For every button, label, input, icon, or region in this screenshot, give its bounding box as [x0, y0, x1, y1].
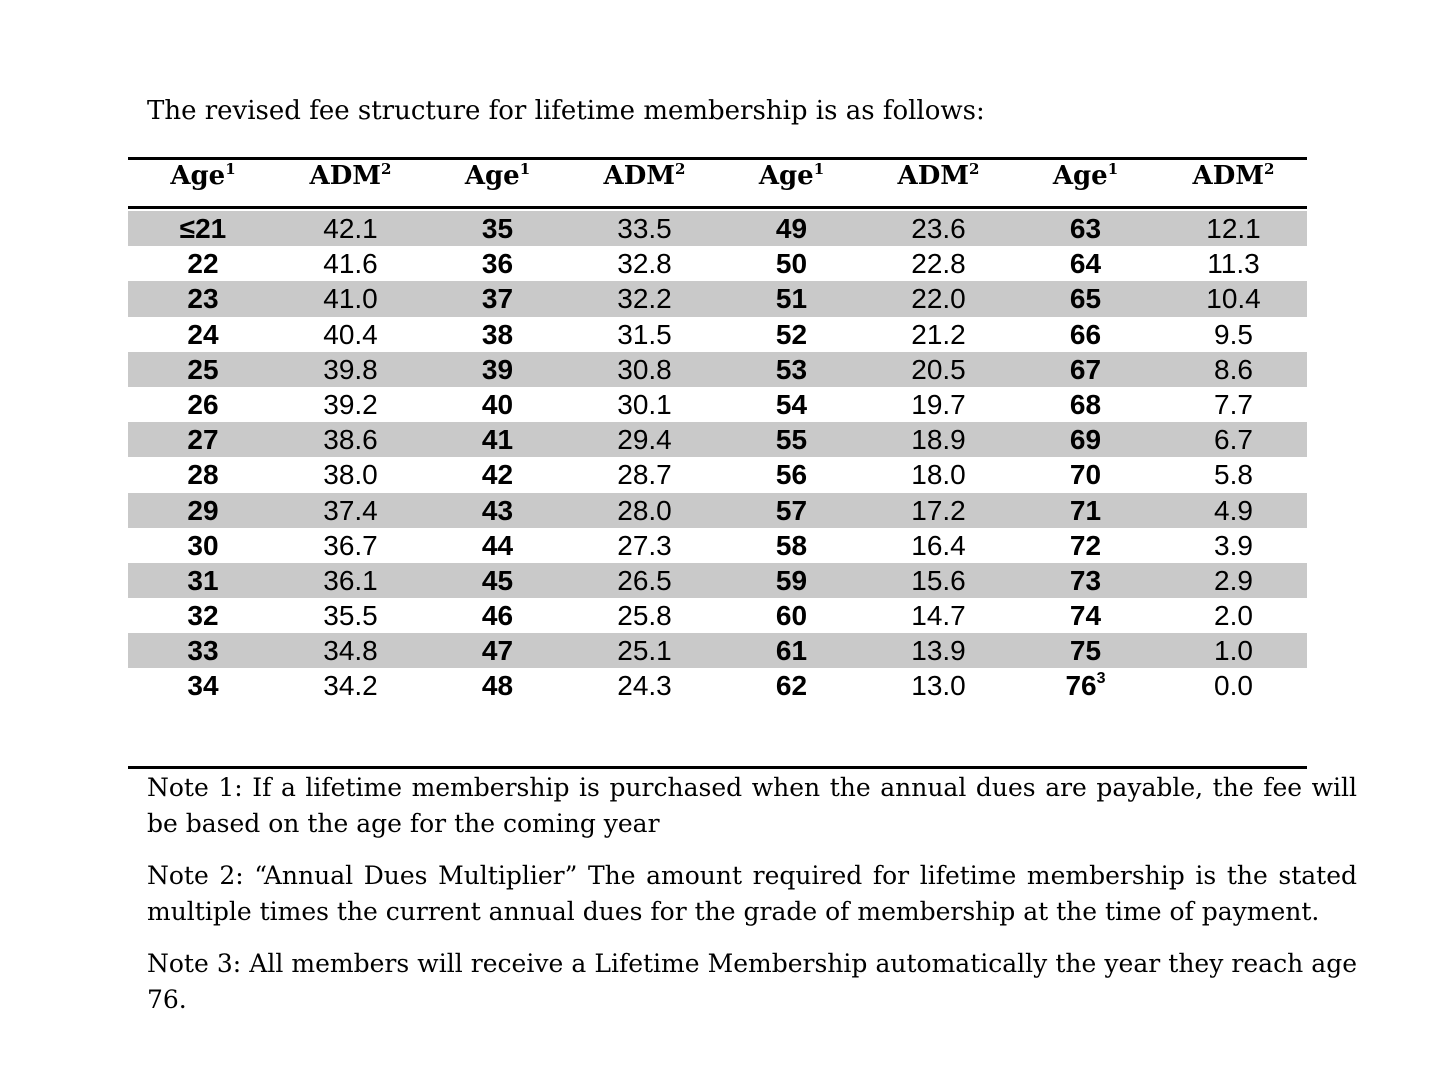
cell-value: 4.9 [1214, 494, 1253, 526]
cell-value: 34 [187, 670, 219, 702]
adm-cell [572, 528, 717, 563]
cell-value: 7.7 [1214, 388, 1253, 420]
cell-value: 25.8 [617, 600, 672, 632]
adm-cell [866, 387, 1011, 422]
adm-cell [866, 493, 1011, 528]
age-cell [128, 493, 278, 528]
cell-value: 41 [481, 424, 514, 456]
cell-value: 32 [187, 600, 219, 632]
cell-value: 36 [481, 248, 514, 280]
adm-cell [1160, 668, 1307, 703]
cell-value: 8.6 [1214, 353, 1253, 385]
header-label: ADM [309, 161, 382, 191]
note-2: Note 2: “Annual Dues Multiplier” The amount required for lifetime membership is the stated multiple times the current annual dues for the grade of membership at the time of payment. [147, 861, 1357, 926]
age-cell [1011, 457, 1160, 492]
cell-value: 65 [1069, 283, 1102, 315]
cell-value: 55 [775, 424, 808, 456]
age-cell [1011, 246, 1160, 281]
adm-cell [866, 211, 1011, 246]
adm-cell [572, 352, 717, 387]
cell-value: 2.9 [1214, 564, 1253, 596]
age-cell [423, 563, 572, 598]
cell-value: 29 [187, 494, 219, 526]
age-cell [128, 211, 278, 246]
cell-value: 61 [775, 635, 808, 667]
age-cell [128, 352, 278, 387]
cell-value: 21.2 [911, 318, 966, 350]
age-cell [423, 528, 572, 563]
table-row [128, 598, 1307, 633]
adm-cell [278, 493, 423, 528]
cell-value: 37.4 [323, 494, 378, 526]
age-cell [128, 387, 278, 422]
adm-cell [278, 422, 423, 457]
header-age [128, 158, 278, 194]
cell-value: 40 [481, 388, 514, 420]
cell-value: 57 [775, 494, 808, 526]
adm-cell [866, 633, 1011, 668]
cell-value: 52 [775, 318, 808, 350]
age-cell [717, 281, 866, 316]
table-row [128, 387, 1307, 422]
age-cell [423, 387, 572, 422]
cell-value: 46 [481, 600, 514, 632]
cell-value: 23 [187, 283, 219, 315]
header-age [717, 158, 866, 194]
adm-cell [572, 598, 717, 633]
adm-cell [278, 211, 423, 246]
cell-value: 39.2 [323, 388, 378, 420]
adm-cell [866, 668, 1011, 703]
header-footnote: 2 [1264, 160, 1275, 178]
cell-value: 42 [481, 459, 514, 491]
age-cell [423, 422, 572, 457]
cell-value: 30.1 [617, 388, 672, 420]
age-cell [128, 457, 278, 492]
adm-cell [1160, 457, 1307, 492]
cell-value: 13.0 [911, 670, 966, 702]
adm-cell [278, 317, 423, 352]
header-adm [572, 158, 717, 194]
cell-value: 23.6 [911, 213, 966, 244]
adm-cell [1160, 352, 1307, 387]
table-row [128, 457, 1307, 492]
adm-cell [572, 317, 717, 352]
adm-cell [278, 528, 423, 563]
cell-value: 59 [775, 564, 808, 596]
cell-value: 38 [481, 318, 514, 350]
table-row [128, 633, 1307, 668]
table-row [128, 352, 1307, 387]
header-footnote: 1 [225, 160, 236, 178]
cell-value: 30 [187, 529, 219, 561]
adm-cell [278, 246, 423, 281]
cell-value: 74 [1069, 600, 1102, 632]
cell-value: 49 [775, 213, 808, 244]
cell-value: 35 [481, 213, 514, 244]
cell-value: 18.0 [911, 459, 966, 491]
age-cell [1011, 563, 1160, 598]
adm-cell [1160, 598, 1307, 633]
age-cell [423, 493, 572, 528]
age-cell [717, 387, 866, 422]
cell-value: 75 [1069, 635, 1102, 667]
cell-value: 37 [481, 283, 514, 315]
header-footnote: 2 [675, 160, 686, 178]
adm-cell [572, 387, 717, 422]
cell-value: 66 [1069, 318, 1102, 350]
cell-value: 2.0 [1214, 600, 1253, 632]
age-cell [1011, 528, 1160, 563]
adm-cell [278, 633, 423, 668]
adm-cell [1160, 317, 1307, 352]
adm-cell [572, 281, 717, 316]
table-row [128, 422, 1307, 457]
age-cell [717, 563, 866, 598]
cell-value: 18.9 [911, 424, 966, 456]
header-label: ADM [1192, 161, 1265, 191]
adm-cell [866, 317, 1011, 352]
age-cell [128, 598, 278, 633]
cell-value: 36.1 [323, 564, 378, 596]
cell-value: 9.5 [1214, 318, 1253, 350]
age-cell [128, 668, 278, 703]
cell-value: 11.3 [1207, 248, 1260, 280]
adm-cell [572, 457, 717, 492]
cell-value: 33 [187, 635, 219, 667]
cell-value: 14.7 [911, 600, 966, 632]
notes-section [147, 770, 1357, 1034]
header-adm [278, 158, 423, 194]
header-age [1011, 158, 1160, 194]
cell-value: 60 [775, 600, 808, 632]
cell-value: 50 [775, 248, 808, 280]
cell-value: 24.3 [617, 670, 672, 702]
cell-value: ≤21 [179, 213, 227, 244]
age-cell [128, 633, 278, 668]
adm-cell [278, 387, 423, 422]
cell-value: 36.7 [323, 529, 378, 561]
cell-value: 39.8 [323, 353, 378, 385]
cell-value: 62 [775, 670, 808, 702]
age-cell [423, 211, 572, 246]
age-cell [423, 668, 572, 703]
cell-value: 5.8 [1214, 459, 1253, 491]
cell-value: 48 [481, 670, 514, 702]
cell-value: 56 [775, 459, 808, 491]
age-cell [128, 317, 278, 352]
adm-cell [278, 457, 423, 492]
cell-value: 28 [187, 459, 219, 491]
header-adm [866, 158, 1011, 194]
cell-value: 54 [775, 388, 808, 420]
adm-cell [1160, 563, 1307, 598]
cell-value: 27 [187, 424, 219, 456]
cell-value: 43 [481, 494, 514, 526]
cell-value: 22.0 [911, 283, 966, 315]
age-cell [717, 528, 866, 563]
cell-value: 15.6 [911, 564, 966, 596]
cell-value: 44 [481, 529, 514, 561]
age-cell [1011, 387, 1160, 422]
adm-cell [1160, 422, 1307, 457]
age-cell [1011, 422, 1160, 457]
note-1: Note 1: If a lifetime membership is purchased when the annual dues are payable, the fee will be based on the age for the coming year [147, 773, 1357, 838]
intro-text: The revised fee structure for lifetime membership is as follows: [147, 96, 985, 126]
adm-cell [572, 422, 717, 457]
adm-cell [866, 563, 1011, 598]
cell-value: 25 [187, 353, 219, 385]
header-age [423, 158, 572, 194]
cell-value: 13.9 [911, 635, 966, 667]
age-cell [128, 246, 278, 281]
table-row [128, 246, 1307, 281]
adm-cell [1160, 387, 1307, 422]
cell-value: 6.7 [1214, 424, 1253, 456]
adm-cell [572, 563, 717, 598]
cell-value: 70 [1069, 459, 1102, 491]
age-cell [717, 598, 866, 633]
cell-value: 26.5 [617, 564, 672, 596]
cell-value: 72 [1069, 529, 1102, 561]
cell-value: 32.8 [617, 248, 672, 280]
cell-value: 41.0 [323, 283, 378, 315]
note-3: Note 3: All members will receive a Lifetime Membership automatically the year they reach age 76. [147, 949, 1357, 1014]
age-cell [1011, 352, 1160, 387]
cell-value: 22 [187, 248, 219, 280]
cell-value: 58 [775, 529, 808, 561]
age-cell [1011, 668, 1160, 703]
header-adm [1160, 158, 1307, 194]
table-row [128, 668, 1307, 703]
header-label: Age [1052, 161, 1108, 191]
age-cell [423, 317, 572, 352]
header-label: Age [758, 161, 814, 191]
adm-cell [866, 598, 1011, 633]
age-cell [717, 493, 866, 528]
cell-value: 67 [1069, 353, 1102, 385]
cell-value: 29.4 [617, 424, 672, 456]
age-cell [717, 352, 866, 387]
age-cell [128, 422, 278, 457]
age-cell [128, 281, 278, 316]
age-cell [1011, 598, 1160, 633]
cell-value: 12.1 [1206, 213, 1261, 244]
adm-cell [866, 281, 1011, 316]
table-row [128, 493, 1307, 528]
fee-table-body [128, 211, 1307, 704]
cell-value: 53 [775, 353, 808, 385]
cell-value: 33.5 [617, 213, 672, 244]
header-label: ADM [897, 161, 970, 191]
cell-value: 22.8 [911, 248, 966, 280]
cell-value: 47 [481, 635, 514, 667]
cell-value: 35.5 [323, 600, 378, 632]
adm-cell [1160, 246, 1307, 281]
cell-value: 63 [1069, 213, 1102, 244]
adm-cell [572, 246, 717, 281]
adm-cell [1160, 493, 1307, 528]
cell-value: 41.6 [323, 248, 378, 280]
table-row [128, 211, 1307, 246]
table-bottom-rule [128, 766, 1307, 769]
cell-value: 32.2 [617, 283, 672, 315]
cell-value: 17.2 [911, 494, 966, 526]
adm-cell [1160, 633, 1307, 668]
header-footnote: 1 [519, 160, 531, 178]
cell-value: 0.0 [1214, 670, 1253, 702]
cell-value: 25.1 [617, 635, 672, 667]
age-cell [1011, 281, 1160, 316]
age-cell [717, 317, 866, 352]
age-cell [717, 457, 866, 492]
cell-value: 73 [1069, 564, 1102, 596]
cell-value: 3.9 [1214, 529, 1253, 561]
cell-value: 28.7 [617, 459, 672, 491]
cell-value: 31 [187, 564, 219, 596]
header-footnote: 2 [969, 160, 980, 178]
adm-cell [866, 352, 1011, 387]
age-cell [128, 563, 278, 598]
cell-value: 38.0 [323, 459, 378, 491]
adm-cell [572, 668, 717, 703]
cell-value: 39 [481, 353, 514, 385]
age-cell [717, 422, 866, 457]
age-cell [423, 633, 572, 668]
age-cell [717, 211, 866, 246]
adm-cell [866, 422, 1011, 457]
cell-value: 10.4 [1206, 283, 1261, 315]
adm-cell [572, 633, 717, 668]
header-footnote: 1 [813, 160, 825, 178]
adm-cell [572, 493, 717, 528]
cell-value: 30.8 [617, 353, 672, 385]
adm-cell [1160, 528, 1307, 563]
adm-cell [866, 457, 1011, 492]
table-row [128, 317, 1307, 352]
cell-value: 40.4 [323, 318, 378, 350]
adm-cell [278, 563, 423, 598]
header-label: ADM [603, 161, 676, 191]
header-label: Age [170, 161, 226, 191]
cell-value: 69 [1069, 424, 1102, 456]
adm-cell [572, 211, 717, 246]
adm-cell [1160, 281, 1307, 316]
cell-value: 45 [481, 564, 514, 596]
adm-cell [866, 246, 1011, 281]
adm-cell [866, 528, 1011, 563]
age-cell [1011, 633, 1160, 668]
cell-value: 1.0 [1214, 635, 1253, 667]
cell-value: 71 [1069, 494, 1102, 526]
table-row [128, 281, 1307, 316]
cell-value: 20.5 [911, 353, 966, 385]
header-footnote: 2 [381, 160, 392, 178]
age-cell [423, 246, 572, 281]
cell-value: 34.8 [323, 635, 378, 667]
cell-value: 26 [187, 388, 219, 420]
age-cell [1011, 317, 1160, 352]
cell-value: 31.5 [617, 318, 672, 350]
age-cell [423, 598, 572, 633]
cell-value: 27.3 [617, 529, 672, 561]
cell-value: 38.6 [323, 424, 378, 456]
cell-footnote: 3 [1096, 670, 1106, 688]
table-row [128, 563, 1307, 598]
age-cell [423, 281, 572, 316]
table-header-row [128, 158, 1307, 194]
cell-value: 68 [1069, 388, 1102, 420]
cell-value: 42.1 [323, 213, 378, 244]
header-label: Age [464, 161, 520, 191]
header-footnote: 1 [1107, 160, 1119, 178]
table-row [128, 528, 1307, 563]
adm-cell [278, 281, 423, 316]
cell-value: 24 [187, 318, 219, 350]
cell-value: 16.4 [911, 529, 966, 561]
age-cell [717, 633, 866, 668]
cell-value: 34.2 [323, 670, 378, 702]
adm-cell [1160, 211, 1307, 246]
adm-cell [278, 598, 423, 633]
adm-cell [278, 352, 423, 387]
age-cell [717, 246, 866, 281]
age-cell [423, 352, 572, 387]
age-cell [423, 457, 572, 492]
cell-value: 19.7 [911, 388, 966, 420]
cell-value: 64 [1069, 248, 1102, 280]
age-cell [1011, 211, 1160, 246]
adm-cell [278, 668, 423, 703]
age-cell [717, 668, 866, 703]
cell-value: 76 [1065, 670, 1097, 702]
age-cell [128, 528, 278, 563]
cell-value: 51 [775, 283, 808, 315]
cell-value: 28.0 [617, 494, 672, 526]
age-cell [1011, 493, 1160, 528]
table-header-rule [128, 206, 1307, 209]
